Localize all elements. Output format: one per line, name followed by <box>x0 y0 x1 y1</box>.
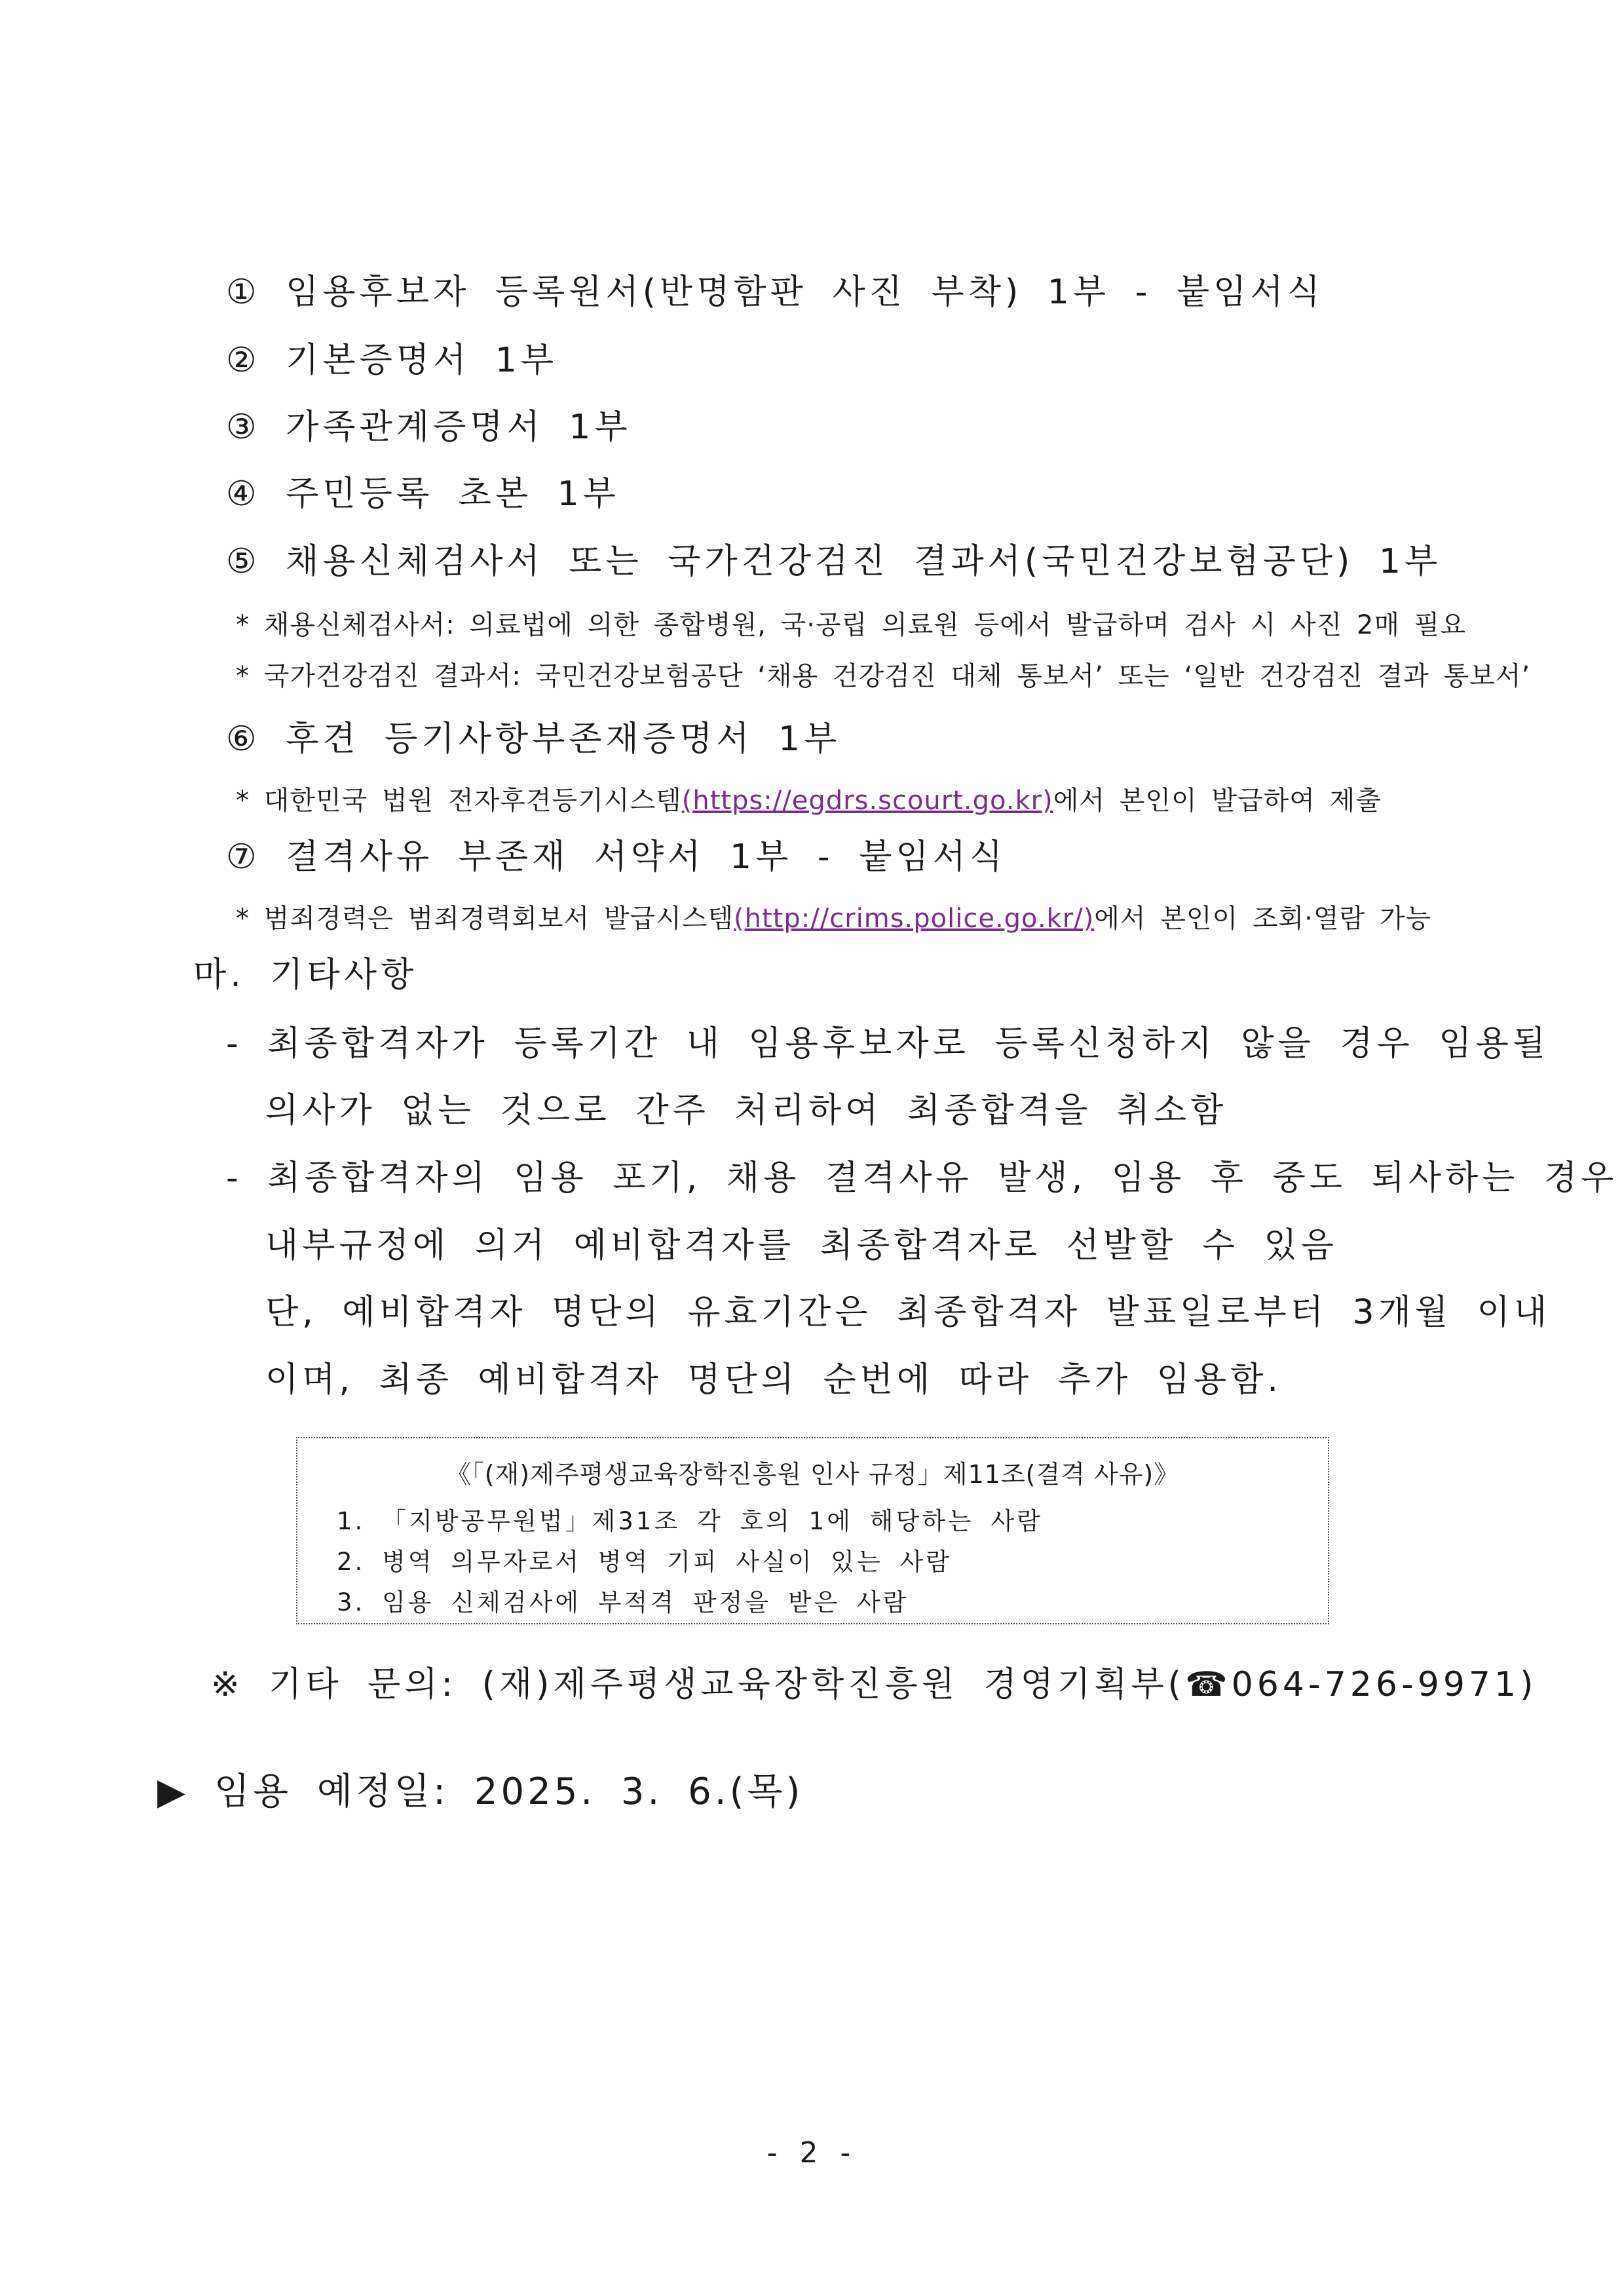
regulation-item-3: 3. 임용 신체검사에 부적격 판정을 받은 사람 <box>337 1588 909 1617</box>
other-paragraph-1-line-1: - 최종합격자가 등록기간 내 임용후보자로 등록신청하지 않을 경우 임용될 <box>226 1024 1549 1063</box>
other-paragraph-2-line-1: - 최종합격자의 임용 포기, 채용 결격사유 발생, 임용 후 중도 퇴사하는 경우 <box>226 1158 1618 1198</box>
other-paragraph-2-line-2: 내부규정에 의거 예비합격자를 최종합격자로 선발할 수 있음 <box>265 1226 1338 1265</box>
other-paragraph-1-line-2: 의사가 없는 것으로 간주 처리하여 최종합격을 취소함 <box>265 1091 1228 1130</box>
other-paragraph-2-line-3: 단, 예비합격자 명단의 유효기간은 최종합격자 발표일로부터 3개월 이내 <box>265 1293 1551 1332</box>
document-item-4: ④ 주민등록 초본 1부 <box>226 474 620 514</box>
regulation-title: 《「(재)제주평생교육장학진흥원 인사 규정」제11조(결격 사유)》 <box>445 1460 1180 1489</box>
document-item-5-note-2: * 국가건강검진 결과서: 국민건강보험공단 ‘채용 건강검진 대체 통보서’ 또는 ‘일반 건강검진 결과 통보서’ <box>236 661 1531 691</box>
document-item-7: ⑦ 결격사유 부존재 서약서 1부 - 붙임서식 <box>226 837 1007 877</box>
document-item-5: ⑤ 채용신체검사서 또는 국가건강검진 결과서(국민건강보험공단) 1부 <box>226 542 1442 581</box>
note-text: 에서 본인이 발급하여 제출 <box>1053 786 1382 816</box>
note-text: * 대한민국 법원 전자후견등기시스템 <box>236 786 682 816</box>
egdrs-link[interactable]: (https://egdrs.scourt.go.kr) <box>681 786 1053 816</box>
page-number: - 2 - <box>766 2136 858 2170</box>
section-heading-other: 마. 기타사항 <box>193 955 418 995</box>
regulation-item-1: 1. 「지방공무원법」제31조 각 호의 1에 해당하는 사람 <box>337 1507 1043 1535</box>
document-item-6: ⑥ 후견 등기사항부존재증명서 1부 <box>226 719 841 759</box>
document-item-5-note-1: * 채용신체검사서: 의료법에 의한 종합병원, 국·공립 의료원 등에서 발급하며 검사 시 사진 2매 필요 <box>236 610 1466 640</box>
other-paragraph-2-line-4: 이며, 최종 예비합격자 명단의 순번에 따라 추가 임용함. <box>265 1360 1282 1400</box>
crims-link[interactable]: (http://crims.police.go.kr/) <box>734 904 1095 934</box>
document-item-6-note <box>236 780 1382 817</box>
document-item-2: ② 기본증명서 1부 <box>226 341 558 380</box>
note-text: * 범죄경력은 범죄경력회보서 발급시스템 <box>236 904 734 934</box>
note-text: 에서 본인이 조회·열람 가능 <box>1094 904 1432 934</box>
contact-info: ※ 기타 문의: (재)제주평생교육장학진흥원 경영기획부(☎064-726-9971) <box>211 1665 1538 1704</box>
regulation-item-2: 2. 병역 의무자로서 병역 기피 사실이 있는 사람 <box>337 1548 952 1576</box>
document-item-1: ① 임용후보자 등록원서(반명함판 사진 부착) 1부 - 붙임서식 <box>226 273 1324 312</box>
appointment-schedule: ▶ 임용 예정일: 2025. 3. 6.(목) <box>157 1770 804 1813</box>
document-item-3: ③ 가족관계증명서 1부 <box>226 408 632 447</box>
document-item-7-note <box>236 898 1431 935</box>
regulation-box <box>296 1437 1329 1624</box>
